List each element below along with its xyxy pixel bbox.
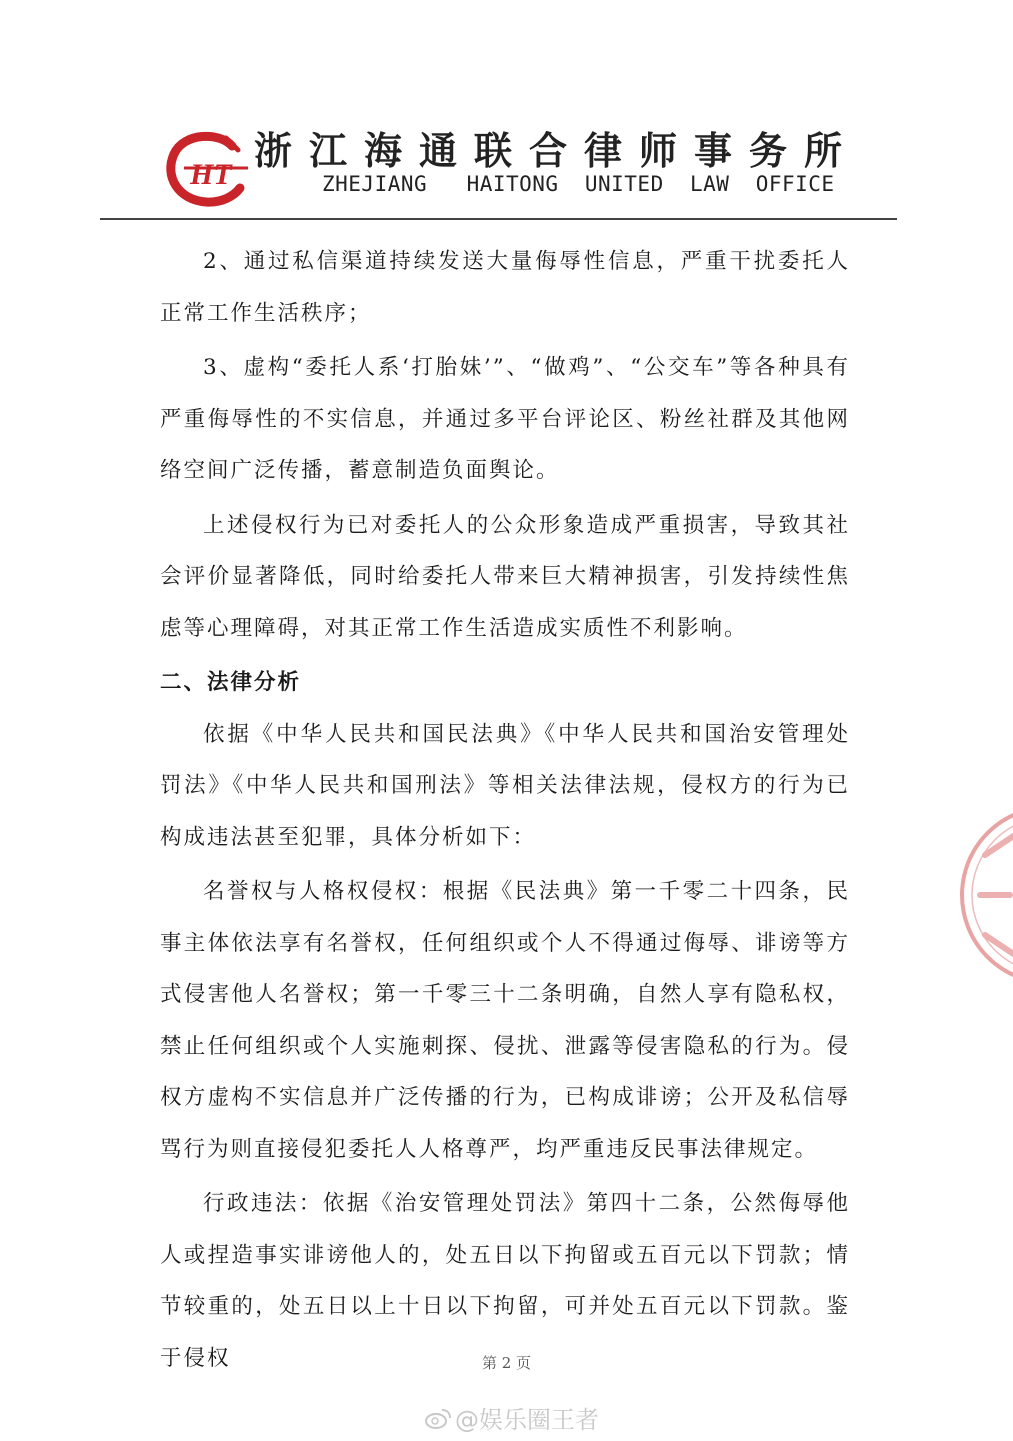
paragraph-item-2: 2、通过私信渠道持续发送大量侮辱性信息，严重干扰委托人正常工作生活秩序； [160,249,850,326]
paragraph-item-3: 3、虚构“委托人系‘打胎妹’”、“做鸡”、“公交车”等各种具有严重侮辱性的不实信息，并通过多平台评论区、粉丝社群及其他网络空间广泛传播，蓄意制造负面舆论。 [160,355,850,483]
law-firm-logo-icon [162,128,254,208]
official-seal-icon [955,795,1013,995]
section-heading-legal-analysis: 二、法律分析 [160,670,302,695]
paragraph-legal-basis: 依据《中华人民共和国民法典》《中华人民共和国治安管理处罚法》《中华人民共和国刑法》等相关法律法规，侵权方的行为已构成违法甚至犯罪，具体分析如下： [160,721,850,850]
header-divider [100,218,897,220]
svg-text:HT: HT [190,158,232,191]
paragraph-impact: 上述侵权行为已对委托人的公众形象造成严重损害，导致其社会评价显著降低，同时给委托人带来巨大精神损害，引发持续性焦虑等心理障碍，对其正常工作生活造成实质性不利影响。 [160,512,850,641]
weibo-icon [425,1407,451,1429]
paragraph-administrative-violation: 行政违法：依据《治安管理处罚法》第四十二条，公然侮辱他人或捏造事实诽谤他人的，处五日以下拘留或五百元以下罚款；情节较重的，处五日以上十日以下拘留，可并处五百元以下罚款。鉴于侵权 [160,1191,850,1371]
firm-name-english: ZHEJIANG HAITONG UNITED LAW OFFICE [322,172,835,196]
letterhead [0,0,1013,230]
paragraph-civil-infringement: 名誉权与人格权侵权：根据《民法典》第一千零二十四条，民事主体依法享有名誉权，任何组织或个人不得通过侮辱、诽谤等方式侵害他人名誉权；第一千零三十二条明确，自然人享有隐私权，禁止任何组织或个人实施刺探、侵扰、泄露等侵害隐私的行为。侵权方虚构不实信息并广泛传播的行为，已构成诽谤；公开及私信辱骂行为则直接侵犯委托人人格尊严，均严重违反民事法律规定。 [160,879,850,1162]
letter-body [160,236,850,1384]
firm-name-chinese: 浙江海通联合律师事务所 [254,129,860,173]
weibo-watermark [425,1400,599,1435]
page-number: 第 2 页 [481,1354,532,1372]
watermark-text: @娱乐圈王者 [455,1406,599,1434]
